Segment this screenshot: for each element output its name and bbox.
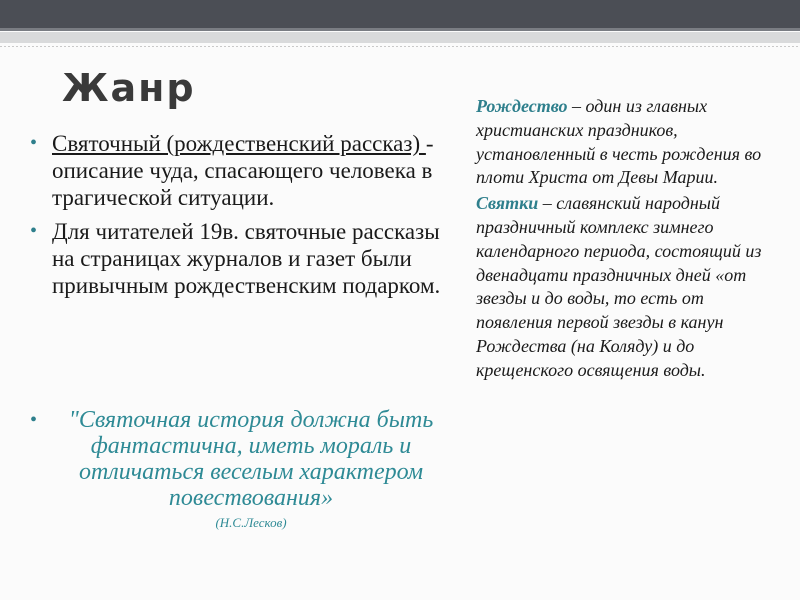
bullet-list: [30, 130, 450, 306]
bullet-icon: •: [30, 132, 38, 154]
genre-description: - описание чуда, спасающего человека в трагической ситуации.: [52, 131, 434, 210]
quote-author: (Н.С.Лесков): [215, 515, 287, 530]
bullet-item-genre: [30, 130, 450, 211]
header-bar: [0, 0, 800, 28]
definition-term: Святки: [476, 193, 539, 214]
quote-text: "Святочная история должна быть фантастична, иметь мораль и отличаться веселым характером повествования»: [68, 407, 434, 511]
definition-term: Рождество: [476, 96, 568, 116]
definition-text: – один из главных христианских праздников, установленный в честь рождения во плоти Христа от Девы Марии.: [476, 96, 762, 188]
definition-text: – славянский народный праздничный комплекс зимнего календарного периода, состоящий из двенадцати праздничных дней «от звезды и до воды, то есть от появления первой звезды в канун Рождества (на Коляду) и до крещенского освящения воды.: [476, 193, 762, 380]
genre-term: Святочный (рождественский рассказ): [52, 131, 426, 156]
definition-christmas: [476, 95, 776, 190]
definitions-panel: [476, 95, 776, 383]
slide-title: Жанр: [62, 66, 196, 110]
bullet-icon: •: [30, 409, 38, 431]
header-stripe: [0, 32, 800, 43]
dotted-divider: [0, 46, 800, 47]
bullet-item-readers: [30, 218, 450, 299]
definition-svyatki: [476, 192, 776, 382]
quote-block: [30, 407, 450, 531]
readers-text: Для читателей 19в. святочные рассказы на страницах журналов и газет были привычным рождественским подарком.: [52, 219, 441, 298]
bullet-icon: •: [30, 220, 38, 242]
